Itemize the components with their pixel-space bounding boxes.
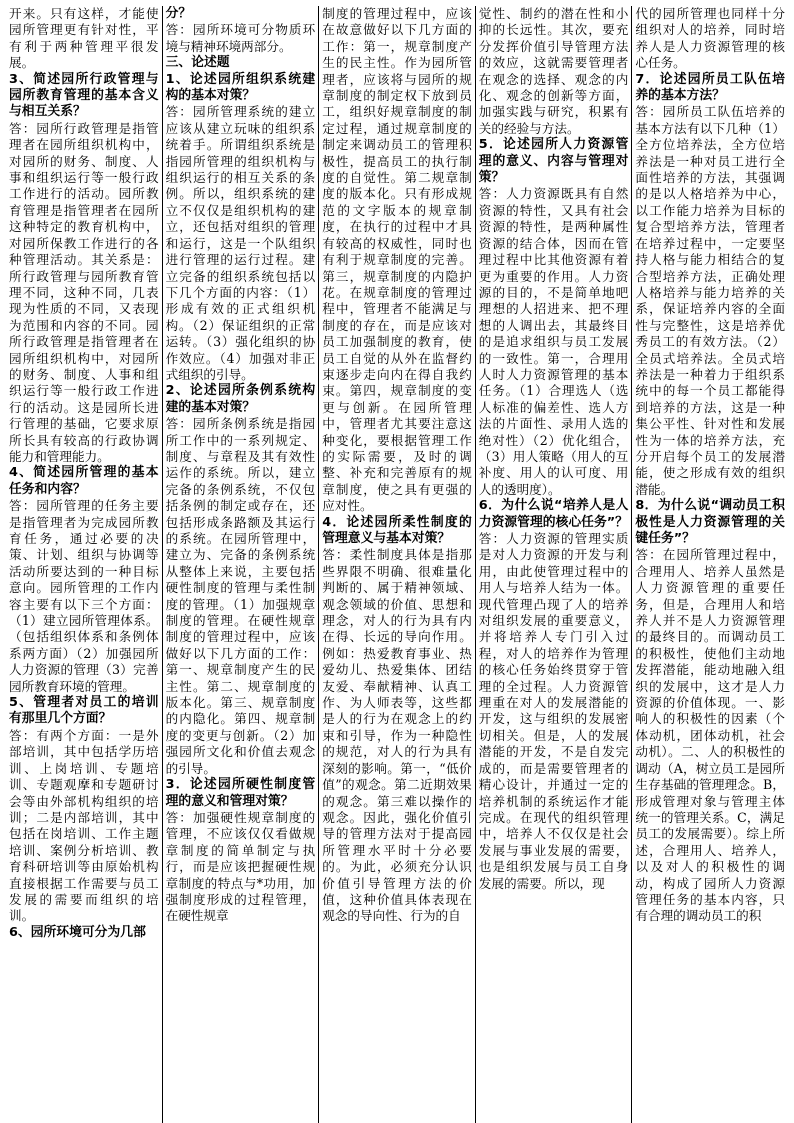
section-heading: 2、论述园所条例系统构建的基本对策？ [165, 383, 316, 415]
section-heading: 6、园所环境可分为几部 [9, 924, 146, 940]
paragraph: 答：人力资源既具有自然资源的特性，又具有社会资源的特性，是两种属性资源的结合体，因而在管理过程中比其他资源有着更为重要的作用。人力资源的目的，不是简单地吧理想的人招进来、把不理想的人调出去，其最终目的是追求组织与员工发展的一致性。第一，合理用人时人力资源管理的基本任务。（1）合理选人（选人标准的偏差性、选人方法的片面性、录用人选的绝对性）（2）优化组合，（3）用人策略（用人的互补度、用人的认可度、用人的透明度）。 [478, 186, 629, 497]
paragraph: 觉性、制约的潜在性和小抑的长远性。其次，要充分发挥价值引导管理方法的效应，这就需要管理者在观念的选择、观念的内化、观念的创新等方面，加强实践与研究，积累有关的经验与方法。 [478, 6, 629, 136]
paragraph: 答：园所员工队伍培养的基本方法有以下几种（1）全方位培养法，全方位培养法是一种对员工进行全面性培养的方法，其强调的是以人格培养为中心，以工作能力培养为目标的复合型培养方法，管理者在培养过程中，一定要坚持人格与能力相结合的复合型培养方法，正确处理人格培养与能力培养的关系，保证培养内容的全面性与完整性，这是培养优秀员工的有效方法。（2）全员式培养法。全员式培养法是一种着力于组织系统中的每一个员工都能得到培养的方法，这是一种集公平性、针对性和发展性为一体的培养方法，充分开启每个员工的发展潜能，使之形成有效的组织潜能。 [635, 104, 785, 497]
section-heading: 4．论述园所柔性制度的管理意义与基本对策？ [322, 514, 472, 546]
paragraph: 开来。只有这样，才能使园所管理更有针对性，平有利于两种管理平很发展。 [9, 6, 159, 71]
column-4 [475, 6, 632, 1123]
paragraph: 答：园所条例系统是指园所工作中的一系列规定、制度、与章程及其有效性运作的系统。所以，建立完备的条例系统，不仅包括条例的制定或存在，还包括形成条路额及其运行的系统。在园所管理中，建立为、完备的条例系统从整体上来说，主要包括硬性制度的管理与柔性制度的管理。（1）加强规章制度的管理。在硬性规章制度的管理过程中，应该做好以下几方面的工作：第一、规章制度产生的民主性。第二、规章制度的版本化。第三、规章制度的内隐化。第四、规章制度的变更与创新。（2）加强园所文化和价值去观念的引导。 [165, 416, 316, 776]
section-heading: 5、管理者对员工的培训有那里几个方面？ [9, 695, 159, 727]
paragraph: 答：园所管理的任务主要是指管理者为完成园所教育任务，通过必要的决策、计划、组织与协调等活动所要达到的一种目标意向。园所管理的工作内容主要有以下三个方面：（1）建立园所管理体系。（包括组织体系和条例体系两方面）（2）加强园所人力资源的管理（3）完善园所教育环境的管理。 [9, 498, 159, 694]
column-3 [318, 6, 475, 1123]
section-heading: 4、简述园所管理的基本任务和内容？ [9, 465, 159, 497]
paragraph: 答：柔性制度具体是指那些界限不明确、很难量化判断的、属于精神领域、观念领域的价值、思想和理念，对人的行为具有内在得、长远的导向作用。例如：热爱教育事业、热爱幼儿、热爱集体、团结友爱、奉献精神、认真工作、为人师表等，这些都是人的行为在观念上的约束和引导，作为一种隐性的规范，对人的行为具有深刻的影响。第一，“低价值”的观念。第二近期效果的观念。第三难以操作的观念。因此，强化价值引导的管理方法对于提高园所管理水平时十分必要的。为此，必须充分认识价值引导管理方法的价值，这种价值具体表现在观念的导向性、行为的自 [322, 547, 472, 924]
paragraph: 答：有两个方面：一是外部培训，其中包括学历培训、上岗培训、专题培训、专题观摩和专题研讨会等由外部机构组织的培训；二是内部培训，其中包括在岗培训、工作主题培训、案例分析培训、教育科研培训等由原始机构直接根据工作需要与员工发展的需要而组织的培训。 [9, 727, 159, 924]
section-heading: 3、简述园所行政管理与园所教育管理的基本含义与相互关系？ [9, 71, 159, 120]
section-heading: 3．论述园所硬性制度管理的意义和管理对策？ [165, 777, 316, 809]
column-5 [631, 6, 788, 1123]
paragraph: 制度的管理过程中，应该在故意做好以下几方面的工作：第一，规章制度产生的民主性。作为园所管理者，应该将与园所的规章制度的制定权下放到员工，组织好规章制度的制定过程，通过规章制度的制定来调动员工的管理积极性，提高员工的执行制度的自觉性。第二规章制度的版本化。只有形成规范的文字版本的规章制度，在执行的过程中才具有较高的权威性，同时也有利于规章制度的完善。第三，规章制度的内隐护花。在规章制度的管理过程中，管理者不能满足与制度的存在，而是应该对员工加强制度的教育，使员工自觉的从外在监督约束逐步走向内在得自我约束。第四，规章制度的变更与创新。在园所管理中，管理者尤其要注意这种变化，要根据管理工作的实际需要，及时的调整、补充和完善原有的规章制度，使之具有更强的应对性。 [322, 6, 472, 514]
section-heading: 三、论述题 [165, 55, 230, 71]
section-heading: 6．为什么说“培养人是人力资源管理的核心任务”？ [478, 498, 629, 530]
paragraph: 答：加强硬性规章制度的管理，不应该仅仅看做规章制度的简单制定与执行，而是应该把握硬性规章制度的特点与*功用，加强制度形成的过程管理，在硬性规章 [165, 809, 316, 924]
paragraph: 答：园所环境可分物质环境与精神环境两部分。 [165, 22, 316, 54]
section-heading: 5．论述园所人力资源管理的意义、内容与管理对策？ [478, 137, 629, 186]
section-heading: 7．论述园所员工队伍培养的基本方法？ [635, 71, 785, 104]
paragraph: 答：人力资源的管理实质是对人力资源的开发与利用，由此使管理过程中的用人与培养人结为一体。现代管理凸现了人的培养对组织发展的重要意义，并将培养人专门引入过程，对人的培养作为管理的核心任务始终贯穿于管理的全过程。人力资源管理重在对人的发展潜能的开发，这与组织的发展密切相关。但是，人的发展潜能的开发，不是自发完成的，而是需要管理者的精心设计，并通过一定的培养机制的系统运作才能完成。在现代的组织管理中，培养人不仅仅是社会发展与事业发展的需要，也是组织发展与员工自身发展的需要。所以，现 [478, 531, 629, 891]
column-1 [7, 6, 162, 1123]
paragraph: 答：园所管理系统的建立应该从建立玩味的组织系统着手。所谓组织系统是指园所管理的组织机构与组织运行的相互关系的条例。所以，组织系统的建立不仅仅是组织机构的建立，还包括对组织的管理和运行，这是一个队组织进行管理的运行过程。建立完备的组织系统包括以下几个方面的内容：（1）形成有效的正式组织机构。（2）保证组织的正常运转。（3）强化组织的协作效应。（4）加强对非正式组织的引导。 [165, 104, 316, 382]
paragraph: 答：园所行政管理是指管理者在园所组织机构中，对园所的财务、制度、人事和组织运行等一般行政工作进行的活动。园所教育管理是指管理者在园所这种特定的教育机构中，对园所保教工作进行的各种管理活动。其关系是：所行政管理与园所教育管理不同，这种不同，几表现为性质的不同，又表现为范围和内容的不同。园所行政管理是指管理者在园所组织机构中，对园所的财务、制度、人事和组织运行等一般行政工作进行的活动。这是园所长进行管理的基础，它要求原所长具有较高的行政协调能力和管理能力。 [9, 120, 159, 464]
section-heading: 8．为什么说“调动员工积极性是人力资源管理的关键任务”？ [635, 498, 785, 546]
paragraph: 代的园所管理也同样十分组织对人的培养，同时培养人是人力资源管理的核心任务。 [635, 6, 785, 71]
section-heading: 分？ [165, 6, 192, 21]
section-heading: 1、论述园所组织系统建构的基本对策？ [165, 71, 316, 104]
paragraph: 答：在园所管理过程中，合理用人、培养人虽然是人力资源管理的重要任务，但是，合理用人和培养人并不是人力资源管理的最终目的。而调动员工的积极性，使他们主动地发挥潜能，能动地融入组织的发展中，这才是人力资源的价值体现。一、影响人的积极性的因素（个体动机，团体动机，社会动机）。二、人的积极性的调动（A，树立员工是园所生存基础的管理理念。B，形成管理对象与管理主体统一的管理关系。C，满足员工的发展需要）。综上所述，合理用人、培养人，以及对人的积极性的调动，构成了园所人力资源管理任务的基本内容，只有合理的调动员工的积 [635, 547, 785, 924]
column-2 [162, 6, 319, 1123]
